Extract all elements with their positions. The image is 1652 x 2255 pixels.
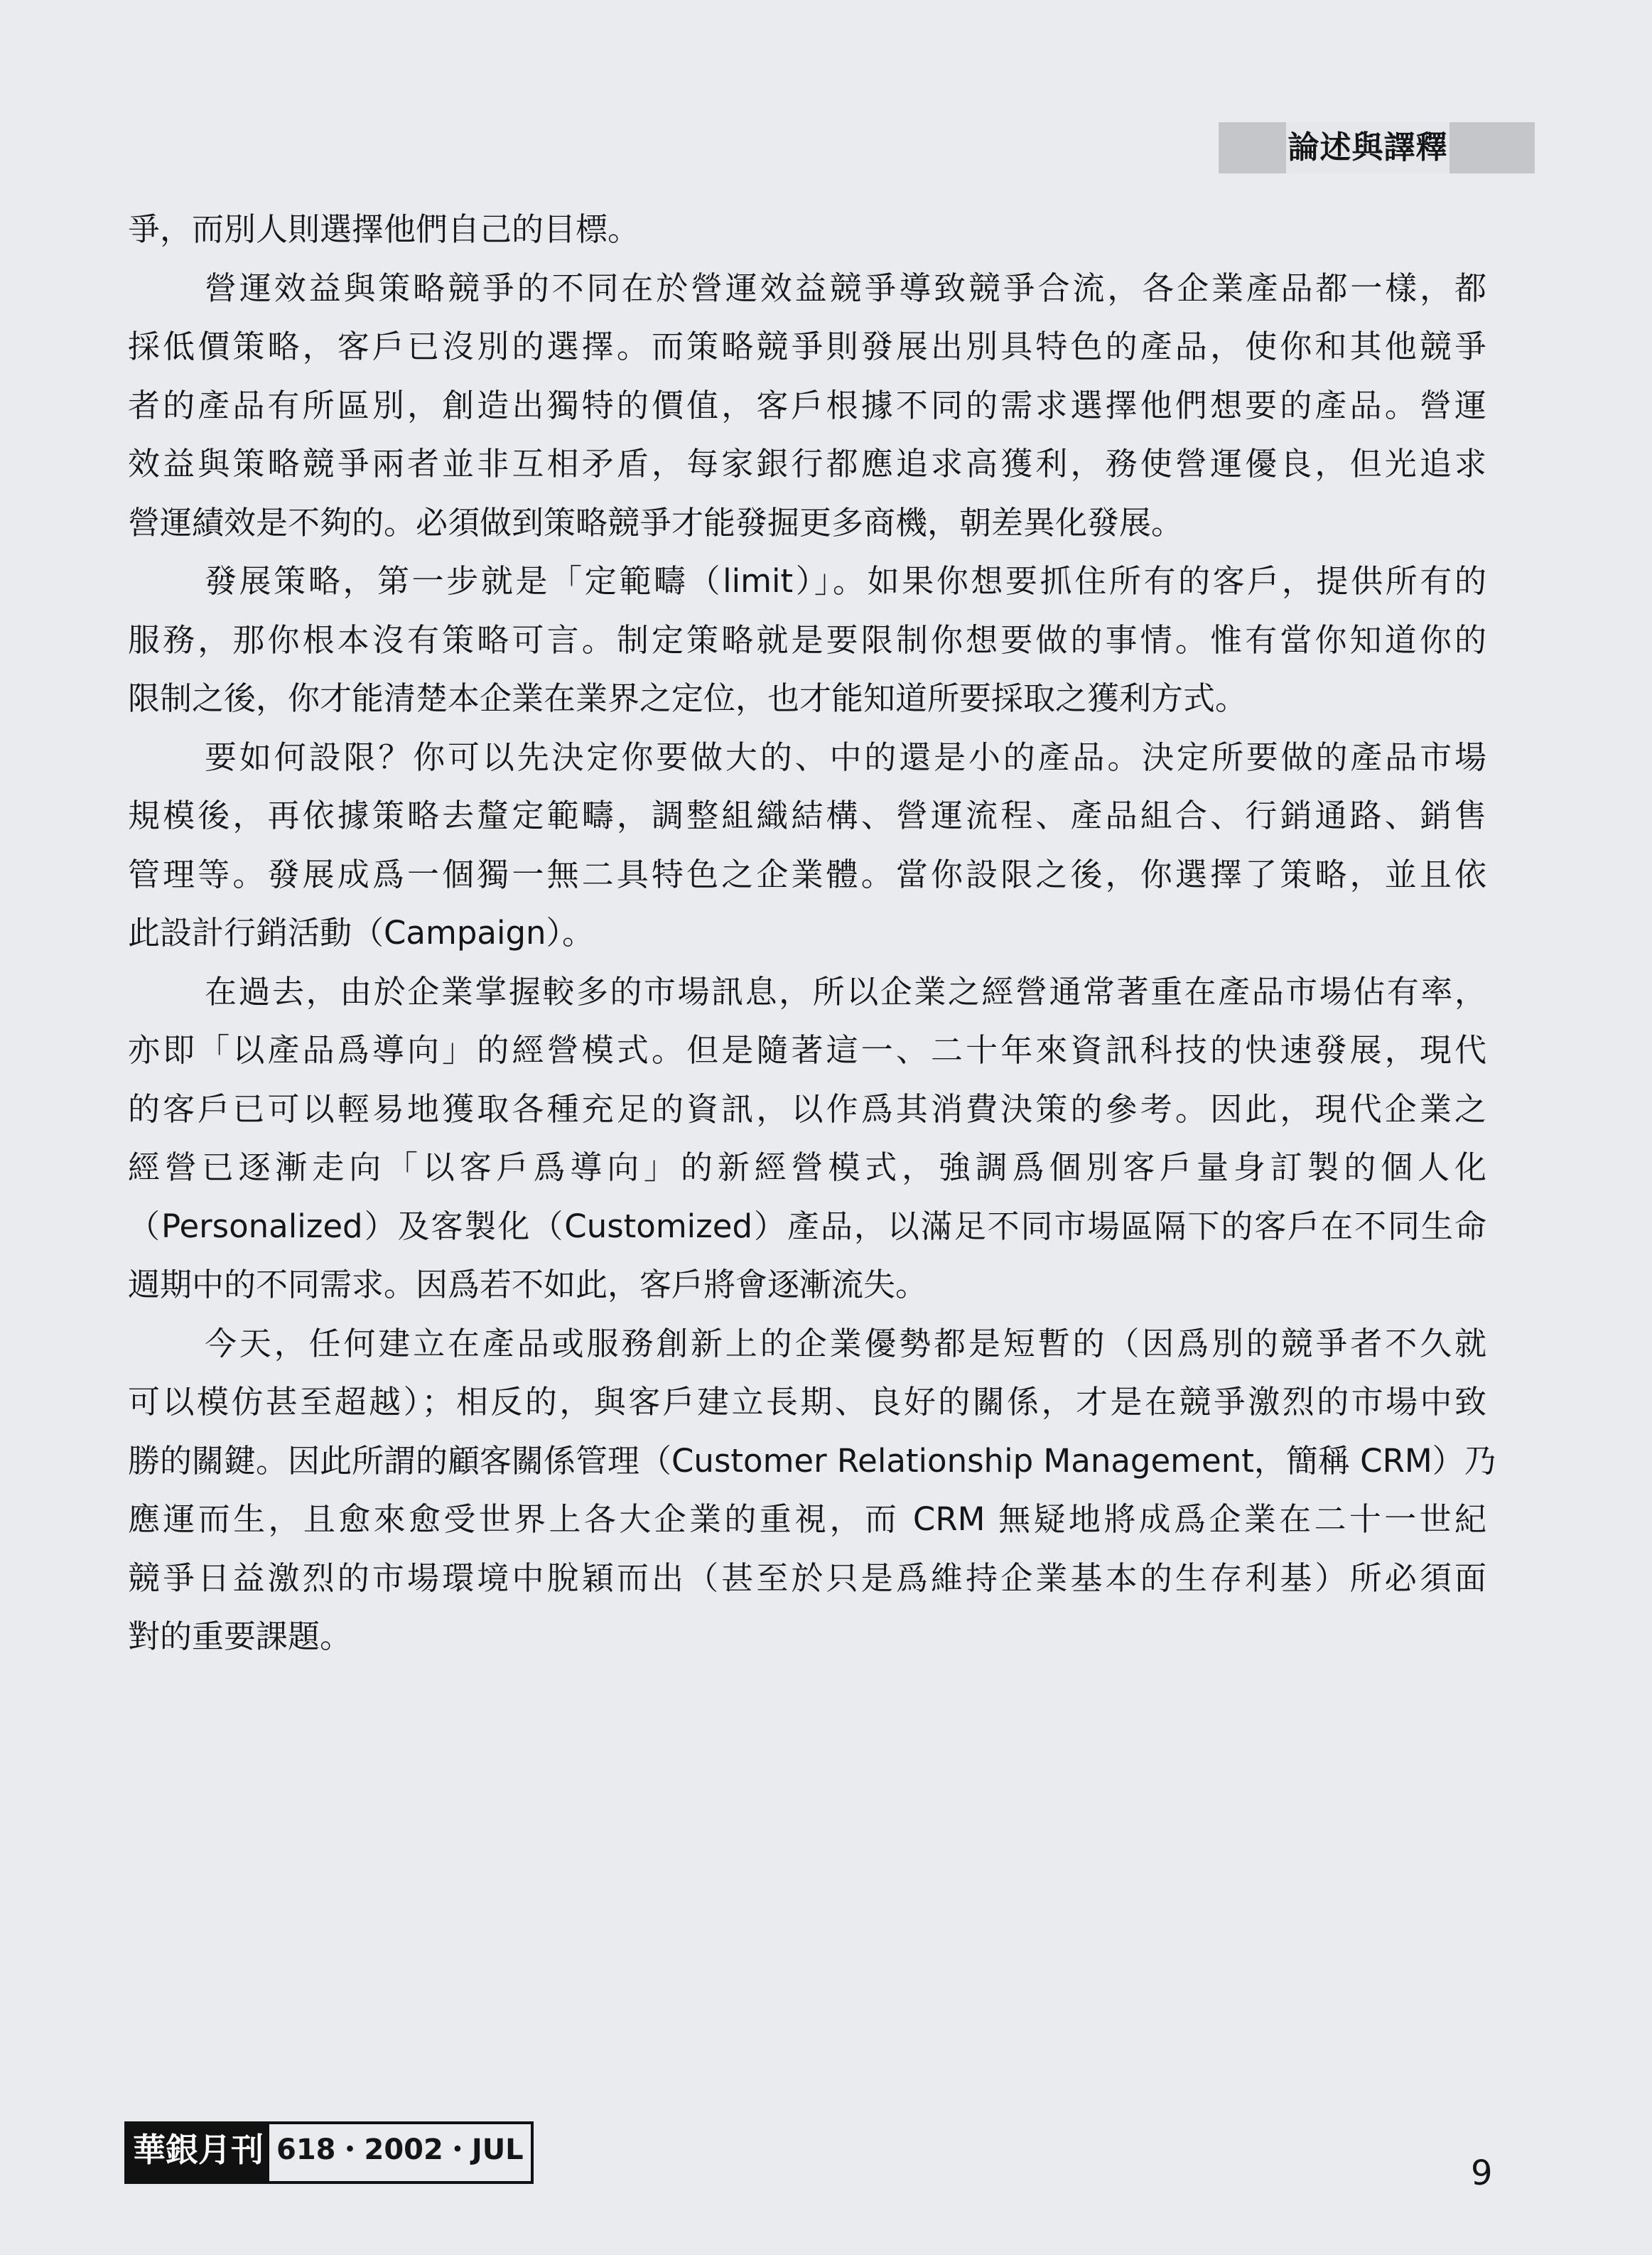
text-line: 對的重要課題。 <box>128 1618 352 1655</box>
text-line: 競爭日益激烈的市場環境中脫穎而出（甚至於只是爲維持企業基本的生存利基）所必須面 <box>128 1559 1486 1597</box>
text-line: 週期中的不同需求。因爲若不如此，客戶將會逐漸流失。 <box>128 1266 928 1303</box>
text-line: 亦即「以產品爲導向」的經營模式。但是隨著這一、二十年來資訊科技的快速發展，現代 <box>128 1031 1486 1069</box>
journal-footer <box>124 2121 534 2184</box>
text-line: 要如何設限？你可以先決定你要做大的、中的還是小的產品。決定所要做的產品市場 <box>205 738 1486 776</box>
page-number: 9 <box>1471 2153 1493 2193</box>
text-line: 今天，任何建立在產品或服務創新上的企業優勢都是短暫的（因爲別的競爭者不久就 <box>205 1324 1486 1362</box>
text-line: 勝的關鍵。因此所謂的顧客關係管理（Customer Relationship Management，簡稱 CRM）乃 <box>128 1441 1496 1480</box>
text-line: 經營已逐漸走向「以客戶爲導向」的新經營模式，強調爲個別客戶量身訂製的個人化 <box>128 1148 1486 1186</box>
text-line: 營運績效是不夠的。必須做到策略競爭才能發掘更多商機，朝差異化發展。 <box>128 503 1184 542</box>
text-line: 限制之後，你才能清楚本企業在業界之定位，也才能知道所要採取之獲利方式。 <box>128 679 1248 717</box>
text-line: 效益與策略競爭兩者並非互相矛盾，每家銀行都應追求高獲利，務使營運優良，但光追求 <box>128 445 1486 483</box>
section-header <box>1219 122 1535 173</box>
text-line: 此設計行銷活動（Campaign）。 <box>128 914 595 952</box>
paragraph <box>128 728 1486 963</box>
text-line: 應運而生，且愈來愈受世界上各大企業的重視，而 CRM 無疑地將成爲企業在二十一世紀 <box>128 1500 1486 1538</box>
text-line: 爭，而別人則選擇他們自己的目標。 <box>128 210 640 248</box>
text-line: 者的產品有所區別，創造出獨特的價值，客戶根據不同的需求選擇他們想要的產品。營運 <box>128 386 1486 424</box>
text-line: 管理等。發展成爲一個獨一無二具特色之企業體。當你設限之後，你選擇了策略，並且依 <box>128 855 1486 893</box>
header-decoration-left <box>1219 122 1286 173</box>
text-line: 營運效益與策略競爭的不同在於營運效益競爭導致競爭合流，各企業產品都一樣，都 <box>205 269 1486 307</box>
text-line: 採低價策略，客戶已沒別的選擇。而策略競爭則發展出別具特色的產品，使你和其他競爭 <box>128 328 1486 365</box>
header-decoration-right <box>1449 122 1535 173</box>
journal-name: 華銀月刊 <box>127 2124 269 2181</box>
text-line: 服務，那你根本沒有策略可言。制定策略就是要限制你想要做的事情。惟有當你知道你的 <box>128 620 1486 659</box>
text-line: 發展策略，第一步就是「定範疇（limit）」。如果你想要抓住所有的客戶，提供所有的 <box>205 562 1486 600</box>
paragraph <box>128 552 1486 728</box>
paragraph <box>128 259 1486 553</box>
paragraph <box>128 200 1486 259</box>
article-body <box>128 200 1496 1667</box>
text-line: 在過去，由於企業掌握較多的市場訊息，所以企業之經營通常著重在產品市場佔有率， <box>205 972 1486 1011</box>
text-line: 可以模仿甚至超越）；相反的，與客戶建立長期、良好的關係，才是在競爭激烈的市場中致 <box>128 1383 1486 1421</box>
text-line: （Personalized）及客製化（Customized）產品，以滿足不同市場區隔下的客戶在不同生命 <box>128 1207 1486 1245</box>
journal-issue: 618・2002・JUL <box>269 2124 531 2181</box>
text-line: 的客戶已可以輕易地獲取各種充足的資訊，以作爲其消費決策的參考。因此，現代企業之 <box>128 1089 1486 1128</box>
section-title: 論述與譯釋 <box>1286 122 1449 173</box>
text-line: 規模後，再依據策略去釐定範疇，調整組織結構、營運流程、產品組合、行銷通路、銷售 <box>128 797 1486 834</box>
paragraph <box>128 963 1486 1315</box>
paragraph <box>128 1315 1496 1667</box>
